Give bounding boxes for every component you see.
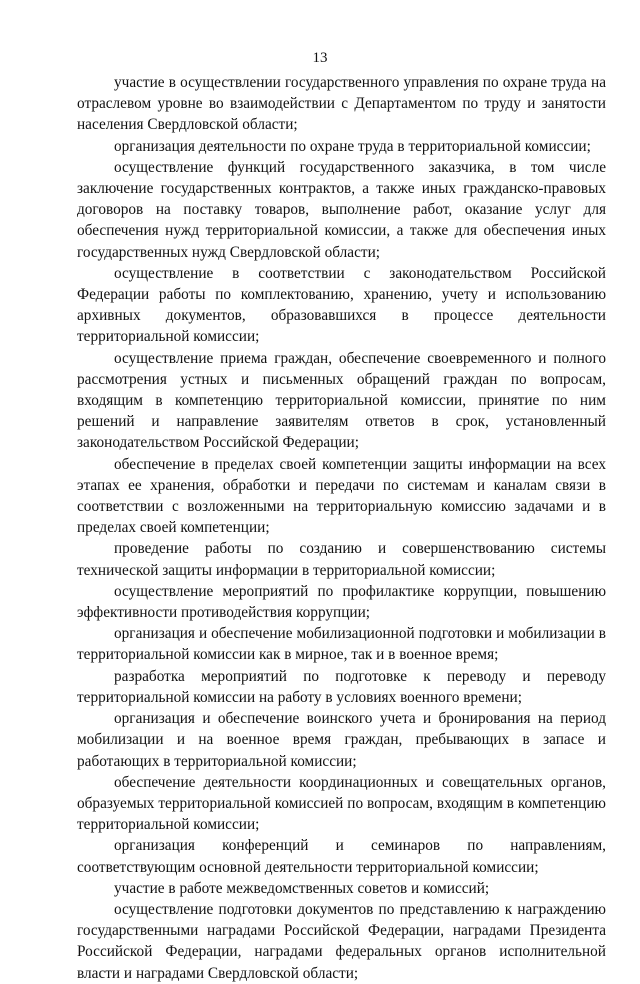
- paragraph: организация и обеспечение воинского учета и бронирования на период мобилизации и на военное время граждан, пребывающих в запасе и работающих в территориальной комиссии;: [77, 710, 606, 770]
- paragraph: осуществление подготовки документов по представлению к награждению государственными наградами Российской Федерации, наградами Президента Российской Федерации, наградами федеральных органов исполнительной власти и наградами Свердловской области;: [77, 900, 606, 982]
- paragraph: осуществление приема граждан, обеспечение своевременного и полного рассмотрения устных и письменных обращений граждан по вопросам, входящим в компетенцию территориальной комиссии, принятие по ним решений и направление заявителям ответов в срок, установленный законодательством Российской Федерации;: [77, 349, 606, 452]
- page-number: 13: [312, 50, 328, 66]
- paragraph: организация и обеспечение мобилизационной подготовки и мобилизации в территориальной комиссии как в мирное, так и в военное время;: [77, 625, 606, 664]
- paragraph: обеспечение деятельности координационных и совещательных органов, образуемых территориальной комиссией по вопросам, входящим в компетенцию территориальной комиссии;: [77, 773, 606, 834]
- body-text: [77, 72, 606, 984]
- paragraph: участие в работе межведомственных советов и комиссий;: [114, 879, 490, 897]
- paragraph: участие в осуществлении государственного управления по охране труда на отраслевом уровне во взаимодействии с Департаментом по труду и занятости населения Свердловской области;: [77, 74, 606, 134]
- paragraph: организация конференций и семинаров по направлениям, соответствующим основной деятельности территориальной комиссии;: [77, 837, 606, 876]
- paragraph: обеспечение в пределах своей компетенции защиты информации на всех этапах ее хранения, обработки и передачи по системам и каналам связи в соответствии с возложенными на территориальную комиссию задачами и в пределах своей компетенции;: [77, 455, 606, 537]
- paragraph: осуществление мероприятий по профилактике коррупции, повышению эффективности противодействия коррупции;: [77, 582, 606, 622]
- paragraph: организация деятельности по охране труда в территориальной комиссии;: [114, 137, 591, 155]
- paragraph: осуществление функций государственного заказчика, в том числе заключение государственных контрактов, а также иных гражданско-правовых договоров на поставку товаров, выполнение работ, оказание услуг для обеспечения нужд территориальной комиссии, а также для обеспечения иных государственных нужд Свердловской области;: [77, 158, 606, 261]
- paragraph: осуществление в соответствии с законодательством Российской Федерации работы по комплектованию, хранению, учету и использованию архивных документов, образовавшихся в процессе деятельности территориальной комиссии;: [77, 264, 606, 346]
- paragraph: проведение работы по созданию и совершенствованию системы технической защиты информации в территориальной комиссии;: [77, 540, 606, 579]
- paragraph: разработка мероприятий по подготовке к переводу и переводу территориальной комиссии на работу в условиях военного времени;: [77, 667, 606, 706]
